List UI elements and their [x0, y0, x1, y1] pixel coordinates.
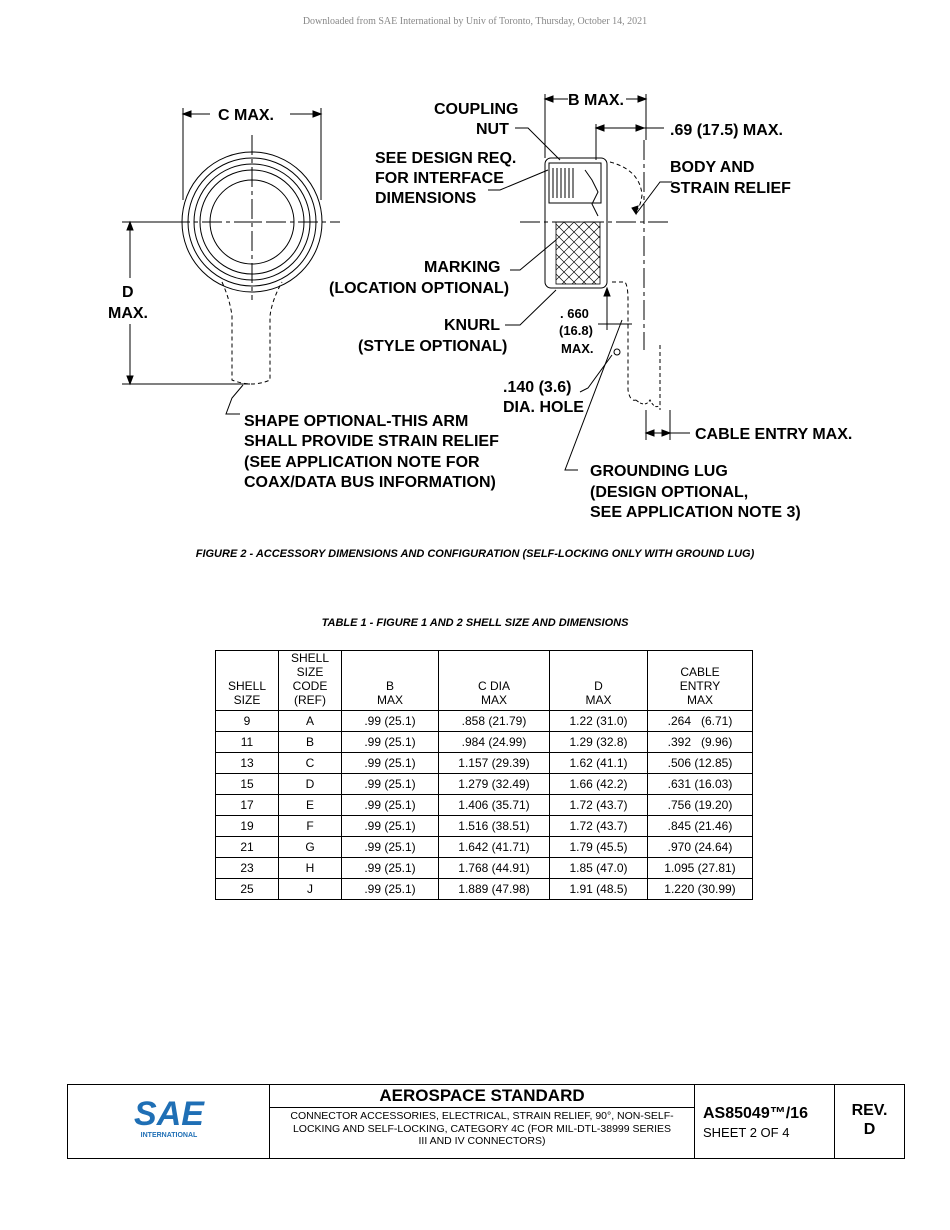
- table-cell: 11: [216, 732, 279, 753]
- sae-logo-text: SAE: [134, 1095, 204, 1133]
- table-cell: .99 (25.1): [342, 774, 439, 795]
- title-block: [67, 1084, 905, 1159]
- table-cell: 13: [216, 753, 279, 774]
- header-line: C DIA: [477, 679, 510, 693]
- table-cell: 23: [216, 858, 279, 879]
- table-cell: E: [279, 795, 342, 816]
- table-cell: 1.157 (29.39): [439, 753, 550, 774]
- table-row: [216, 816, 753, 837]
- table-cell: 1.91 (48.5): [550, 879, 648, 900]
- label-660-1: . 660: [560, 306, 589, 321]
- label-069-max: .69 (17.5) MAX.: [670, 122, 783, 139]
- header-line: ENTRY: [679, 679, 721, 693]
- table-body: [216, 711, 753, 900]
- table-cell: B: [279, 732, 342, 753]
- table-cell: 15: [216, 774, 279, 795]
- table-title: TABLE 1 - FIGURE 1 AND 2 SHELL SIZE AND DIMENSIONS: [321, 617, 629, 629]
- table-cell: .631 (16.03): [648, 774, 753, 795]
- label-shape-2: SHALL PROVIDE STRAIN RELIEF: [244, 433, 499, 450]
- sae-logo-subtext: INTERNATIONAL: [140, 1132, 198, 1139]
- revision-label: REV.: [851, 1102, 888, 1119]
- header-line: (REF): [294, 693, 326, 707]
- table-cell: 1.279 (32.49): [439, 774, 550, 795]
- standard-title: AEROSPACE STANDARD: [270, 1085, 694, 1108]
- header-line: MAX: [686, 693, 713, 707]
- header-b-max: [342, 651, 439, 711]
- table-cell: 9: [216, 711, 279, 732]
- table-cell: F: [279, 816, 342, 837]
- table-cell: .756 (19.20): [648, 795, 753, 816]
- header-line: SIZE: [233, 693, 261, 707]
- table-cell: .858 (21.79): [439, 711, 550, 732]
- table-cell: D: [279, 774, 342, 795]
- standard-description: CONNECTOR ACCESSORIES, ELECTRICAL, STRAIN RELIEF, 90°, NON-SELF-LOCKING AND SELF-LOCKING, CATEGORY 4C (FOR MIL-DTL-38999 SERIES III AND IV CONNECTORS): [290, 1110, 674, 1147]
- label-b-max: B MAX.: [568, 92, 624, 109]
- table-cell: 21: [216, 837, 279, 858]
- header-cable-entry: [648, 651, 753, 711]
- sheet-number: SHEET 2 OF 4: [703, 1125, 790, 1140]
- label-body-1: BODY AND: [670, 159, 755, 176]
- header-line: B: [385, 679, 394, 693]
- label-shape-3: (SEE APPLICATION NOTE FOR: [244, 454, 480, 471]
- table-cell: 1.29 (32.8): [550, 732, 648, 753]
- logo-cell: [68, 1085, 270, 1158]
- table-cell: G: [279, 837, 342, 858]
- table-cell: .99 (25.1): [342, 837, 439, 858]
- table-row: [216, 732, 753, 753]
- table-cell: 1.72 (43.7): [550, 795, 648, 816]
- label-see-design-1: SEE DESIGN REQ.: [375, 150, 517, 167]
- table-cell: J: [279, 879, 342, 900]
- sae-logo: [68, 1085, 270, 1158]
- header-line: CABLE: [680, 665, 720, 679]
- table-cell: 1.22 (31.0): [550, 711, 648, 732]
- label-c-max: C MAX.: [218, 107, 274, 124]
- header-shell-code: [279, 651, 342, 711]
- accessory-drawing: [0, 0, 950, 540]
- label-marking-1: MARKING: [424, 259, 501, 276]
- header-d-max: [550, 651, 648, 711]
- revision-value: D: [863, 1121, 876, 1138]
- table-row: [216, 711, 753, 732]
- table-cell: 19: [216, 816, 279, 837]
- table-cell: 17: [216, 795, 279, 816]
- label-coupling-nut-2: NUT: [476, 121, 509, 138]
- header-line: CODE: [292, 679, 328, 693]
- table-cell: 1.768 (44.91): [439, 858, 550, 879]
- header-shell-size: [216, 651, 279, 711]
- table-cell: 1.66 (42.2): [550, 774, 648, 795]
- table-cell: A: [279, 711, 342, 732]
- end-view: [122, 108, 340, 414]
- table-cell: 1.79 (45.5): [550, 837, 648, 858]
- table-cell: .99 (25.1): [342, 795, 439, 816]
- header-c-dia: [439, 651, 550, 711]
- table-cell: C: [279, 753, 342, 774]
- table-row: [216, 858, 753, 879]
- label-body-2: STRAIN RELIEF: [670, 180, 791, 197]
- table-cell: 1.406 (35.71): [439, 795, 550, 816]
- header-line: MAX: [585, 693, 612, 707]
- dimensions-table: [215, 650, 753, 900]
- label-knurl-1: KNURL: [444, 317, 500, 334]
- label-d-max: MAX.: [108, 305, 148, 322]
- table-cell: 1.220 (30.99): [648, 879, 753, 900]
- label-marking-2: (LOCATION OPTIONAL): [329, 280, 510, 297]
- header-line: MAX: [376, 693, 403, 707]
- figure-caption: FIGURE 2 - ACCESSORY DIMENSIONS AND CONFIGURATION (SELF-LOCKING ONLY WITH GROUND LUG): [195, 548, 755, 560]
- table-cell: .984 (24.99): [439, 732, 550, 753]
- table-row: [216, 837, 753, 858]
- table-cell: .392 (9.96): [648, 732, 753, 753]
- table-row: [216, 879, 753, 900]
- header-line: D: [594, 679, 603, 693]
- label-shape-1: SHAPE OPTIONAL-THIS ARM: [244, 413, 469, 430]
- table-cell: .99 (25.1): [342, 816, 439, 837]
- table-cell: 1.85 (47.0): [550, 858, 648, 879]
- label-lug-2: (DESIGN OPTIONAL,: [590, 484, 749, 501]
- table-cell: 25: [216, 879, 279, 900]
- table-row: [216, 774, 753, 795]
- label-knurl-2: (STYLE OPTIONAL): [358, 338, 508, 355]
- table-cell: 1.642 (41.71): [439, 837, 550, 858]
- label-hole-2: DIA. HOLE: [503, 399, 584, 416]
- table-cell: .845 (21.46): [648, 816, 753, 837]
- title-cell: [270, 1085, 695, 1158]
- label-coupling-nut-1: COUPLING: [434, 101, 519, 118]
- table-row: [216, 753, 753, 774]
- table-cell: .970 (24.64): [648, 837, 753, 858]
- label-see-design-3: DIMENSIONS: [375, 190, 477, 207]
- table-cell: 1.516 (38.51): [439, 816, 550, 837]
- table-cell: .99 (25.1): [342, 858, 439, 879]
- label-see-design-2: FOR INTERFACE: [375, 170, 504, 187]
- table-cell: 1.889 (47.98): [439, 879, 550, 900]
- table-cell: .99 (25.1): [342, 732, 439, 753]
- download-watermark: Downloaded from SAE International by Univ of Toronto, Thursday, October 14, 2021: [302, 16, 648, 27]
- table-cell: 1.095 (27.81): [648, 858, 753, 879]
- table-cell: .99 (25.1): [342, 879, 439, 900]
- table-cell: 1.62 (41.1): [550, 753, 648, 774]
- table-cell: .506 (12.85): [648, 753, 753, 774]
- header-line: MAX: [480, 693, 507, 707]
- label-shape-4: COAX/DATA BUS INFORMATION): [244, 474, 496, 491]
- document-number-cell: [695, 1085, 835, 1158]
- table-cell: 1.72 (43.7): [550, 816, 648, 837]
- label-cable-entry: CABLE ENTRY MAX.: [695, 426, 853, 443]
- label-lug-1: GROUNDING LUG: [590, 463, 728, 480]
- table-cell: .264 (6.71): [648, 711, 753, 732]
- label-hole-1: .140 (3.6): [503, 379, 572, 396]
- table-row: [216, 795, 753, 816]
- document-number: AS85049™/16: [703, 1105, 808, 1122]
- header-line: SHELL: [290, 651, 330, 665]
- table-cell: .99 (25.1): [342, 711, 439, 732]
- label-660-2: (16.8): [559, 323, 593, 338]
- header-line: SIZE: [296, 665, 324, 679]
- table-cell: .99 (25.1): [342, 753, 439, 774]
- label-lug-3: SEE APPLICATION NOTE 3): [590, 504, 801, 521]
- label-d: D: [122, 284, 134, 301]
- header-line: SHELL: [227, 679, 267, 693]
- table-header-row: [216, 651, 753, 711]
- label-660-3: MAX.: [561, 341, 594, 356]
- table-cell: H: [279, 858, 342, 879]
- revision-cell: [835, 1085, 904, 1158]
